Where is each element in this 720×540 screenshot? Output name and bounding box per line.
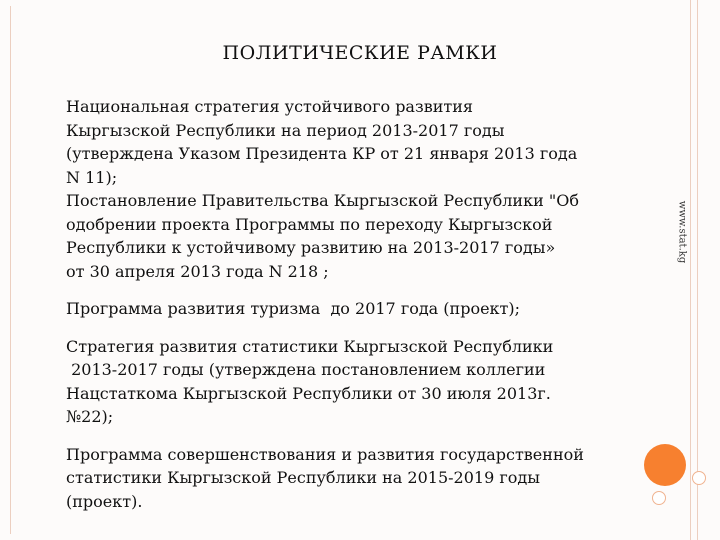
item-line: Программа совершенствования и развития государственной (66, 444, 584, 464)
item-line: Нацстаткома Кыргызской Республики от 30 июля 2013г. (66, 383, 551, 403)
item-line: статистики Кыргызской Республики на 2015-2019 годы (66, 468, 540, 487)
list-item (38, 189, 648, 283)
bullet-list (38, 95, 648, 513)
item-line: одобрении проекта Программы по переходу Кыргызской (66, 214, 553, 234)
item-line: Республики к устойчивому развитию на 2013-2017 годы» (66, 238, 556, 257)
item-line: Стратегия развития статистики Кыргызской Республики (66, 336, 554, 356)
decorative-circle-small (652, 491, 666, 505)
decorative-circle-large (644, 444, 686, 486)
list-item (38, 443, 648, 514)
item-line: 2013-2017 годы (утверждена постановлением коллегии (66, 360, 546, 379)
frame-line-right-outer (697, 0, 698, 540)
item-line: от 30 апреля 2013 года N 218 ; (66, 261, 329, 281)
frame-line-left (10, 6, 11, 534)
decorative-circle-small (692, 471, 706, 485)
item-line: Национальная стратегия устойчивого развития (66, 97, 473, 116)
slide-title: ПОЛИТИЧЕСКИЕ РАМКИ (222, 42, 498, 64)
list-item (38, 335, 648, 429)
item-line: (утверждена Указом Президента КР от 21 января 2013 года (66, 144, 578, 163)
item-line: Постановление Правительства Кыргызской Республики "Об (66, 191, 579, 210)
item-line: Программа развития туризма до 2017 года (проект); (66, 299, 521, 318)
list-item (38, 297, 648, 321)
item-line: N 11); (66, 167, 118, 187)
item-line: Кыргызской Республики на период 2013-2017 годы (66, 120, 505, 140)
item-line: (проект). (66, 491, 143, 511)
list-item (38, 95, 648, 189)
frame-line-right (690, 0, 691, 540)
side-label-text: www.stat.kg (676, 200, 688, 264)
item-line: №22); (66, 407, 114, 426)
